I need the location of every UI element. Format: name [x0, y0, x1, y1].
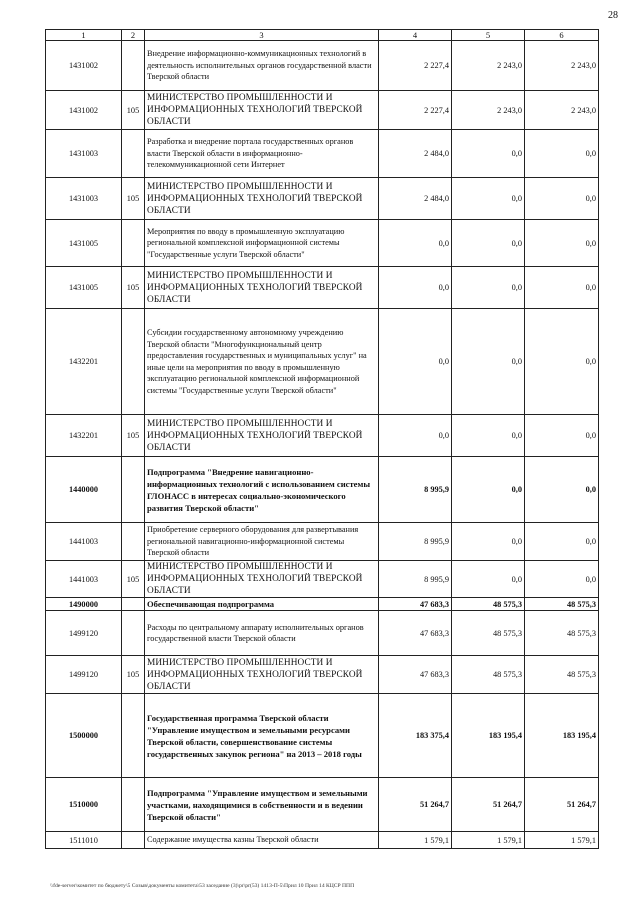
- cell-amount-col4: 47 683,3: [379, 611, 452, 656]
- cell-kvr: [122, 832, 145, 849]
- cell-amount-col6: 48 575,3: [525, 611, 599, 656]
- cell-amount-col4: 2 227,4: [379, 91, 452, 130]
- table-row: [46, 415, 599, 457]
- cell-amount-col4: 2 227,4: [379, 41, 452, 91]
- cell-amount-col6: 0,0: [525, 309, 599, 415]
- cell-kvr: [122, 41, 145, 91]
- cell-target-code: 1490000: [46, 598, 122, 611]
- cell-amount-col4: 8 995,9: [379, 561, 452, 598]
- cell-amount-col6: 0,0: [525, 457, 599, 523]
- cell-kvr: [122, 694, 145, 778]
- cell-amount-col4: 8 995,9: [379, 457, 452, 523]
- cell-kvr: 105: [122, 561, 145, 598]
- cell-amount-col5: 0,0: [452, 130, 525, 178]
- cell-amount-col4: 0,0: [379, 220, 452, 267]
- cell-amount-col4: 2 484,0: [379, 178, 452, 220]
- cell-amount-col5: 0,0: [452, 309, 525, 415]
- cell-amount-col6: 0,0: [525, 561, 599, 598]
- cell-amount-col4: 8 995,9: [379, 523, 452, 561]
- cell-kvr: [122, 457, 145, 523]
- cell-name: Государственная программа Тверской области "Управление имуществом и земельными ресурсами Тверской области, совершенствование системы государственных закупок региона" на 2013 – 2018 годы: [145, 694, 379, 778]
- cell-amount-col6: 0,0: [525, 523, 599, 561]
- cell-amount-col4: 2 484,0: [379, 130, 452, 178]
- cell-kvr: [122, 220, 145, 267]
- cell-amount-col5: 51 264,7: [452, 778, 525, 832]
- cell-name: МИНИСТЕРСТВО ПРОМЫШЛЕННОСТИ И ИНФОРМАЦИОННЫХ ТЕХНОЛОГИЙ ТВЕРСКОЙ ОБЛАСТИ: [145, 561, 379, 598]
- cell-kvr: [122, 598, 145, 611]
- cell-name: Подпрограмма "Внедрение навигационно-информационных технологий с использованием системы ГЛОНАСС в интересах социально-экономического развития Тверской области": [145, 457, 379, 523]
- table-row: [46, 130, 599, 178]
- cell-name: Мероприятия по вводу в промышленную эксплуатацию региональной комплексной информационной системы "Государственные услуги Тверской области": [145, 220, 379, 267]
- table-row: [46, 267, 599, 309]
- cell-target-code: 1431003: [46, 178, 122, 220]
- table-row: [46, 832, 599, 849]
- cell-amount-col6: 183 195,4: [525, 694, 599, 778]
- header-col-1: 1: [46, 30, 122, 41]
- cell-target-code: 1499120: [46, 656, 122, 694]
- cell-name: Содержание имущества казны Тверской области: [145, 832, 379, 849]
- cell-amount-col5: 0,0: [452, 457, 525, 523]
- cell-name: МИНИСТЕРСТВО ПРОМЫШЛЕННОСТИ И ИНФОРМАЦИОННЫХ ТЕХНОЛОГИЙ ТВЕРСКОЙ ОБЛАСТИ: [145, 656, 379, 694]
- cell-name: МИНИСТЕРСТВО ПРОМЫШЛЕННОСТИ И ИНФОРМАЦИОННЫХ ТЕХНОЛОГИЙ ТВЕРСКОЙ ОБЛАСТИ: [145, 267, 379, 309]
- header-col-6: 6: [525, 30, 599, 41]
- cell-amount-col5: 0,0: [452, 220, 525, 267]
- cell-kvr: 105: [122, 91, 145, 130]
- table-row: [46, 598, 599, 611]
- cell-amount-col5: 0,0: [452, 415, 525, 457]
- budget-table: [45, 29, 599, 849]
- cell-amount-col6: 0,0: [525, 130, 599, 178]
- cell-amount-col5: 2 243,0: [452, 41, 525, 91]
- header-col-5: 5: [452, 30, 525, 41]
- cell-amount-col4: 0,0: [379, 415, 452, 457]
- cell-amount-col4: 47 683,3: [379, 598, 452, 611]
- cell-name: МИНИСТЕРСТВО ПРОМЫШЛЕННОСТИ И ИНФОРМАЦИОННЫХ ТЕХНОЛОГИЙ ТВЕРСКОЙ ОБЛАСТИ: [145, 415, 379, 457]
- cell-amount-col6: 0,0: [525, 178, 599, 220]
- cell-kvr: [122, 523, 145, 561]
- cell-name: Обеспечивающая подпрограмма: [145, 598, 379, 611]
- cell-amount-col4: 47 683,3: [379, 656, 452, 694]
- table-row: [46, 561, 599, 598]
- cell-amount-col5: 48 575,3: [452, 598, 525, 611]
- cell-amount-col5: 0,0: [452, 267, 525, 309]
- table-row: [46, 220, 599, 267]
- cell-kvr: [122, 309, 145, 415]
- table-row: [46, 178, 599, 220]
- cell-amount-col4: 1 579,1: [379, 832, 452, 849]
- cell-target-code: 1440000: [46, 457, 122, 523]
- cell-amount-col6: 2 243,0: [525, 41, 599, 91]
- table-row: [46, 457, 599, 523]
- page-number: 28: [608, 10, 618, 21]
- cell-kvr: 105: [122, 267, 145, 309]
- cell-amount-col4: 0,0: [379, 267, 452, 309]
- cell-name: Подпрограмма "Управление имуществом и земельными участками, находящимися в собственности и в ведении Тверской области": [145, 778, 379, 832]
- cell-target-code: 1431002: [46, 41, 122, 91]
- cell-name: Расходы по центральному аппарату исполнительных органов государственной власти Тверской области: [145, 611, 379, 656]
- cell-name: Приобретение серверного оборудования для развертывания региональной навигационно-информационной системы Тверской области: [145, 523, 379, 561]
- cell-target-code: 1431002: [46, 91, 122, 130]
- cell-target-code: 1431003: [46, 130, 122, 178]
- cell-kvr: [122, 611, 145, 656]
- cell-kvr: 105: [122, 656, 145, 694]
- cell-target-code: 1441003: [46, 561, 122, 598]
- cell-target-code: 1431005: [46, 267, 122, 309]
- cell-target-code: 1500000: [46, 694, 122, 778]
- cell-amount-col6: 2 243,0: [525, 91, 599, 130]
- table-header-row: [46, 30, 599, 41]
- cell-amount-col5: 183 195,4: [452, 694, 525, 778]
- table-row: [46, 523, 599, 561]
- cell-amount-col5: 48 575,3: [452, 656, 525, 694]
- table-row: [46, 309, 599, 415]
- cell-amount-col6: 51 264,7: [525, 778, 599, 832]
- table-body: [46, 41, 599, 849]
- cell-amount-col6: 0,0: [525, 220, 599, 267]
- cell-name: Разработка и внедрение портала государственных органов власти Тверской области в информационно-телекоммуникационной сети Интернет: [145, 130, 379, 178]
- cell-amount-col6: 0,0: [525, 267, 599, 309]
- cell-amount-col6: 48 575,3: [525, 598, 599, 611]
- cell-target-code: 1510000: [46, 778, 122, 832]
- table-row: [46, 41, 599, 91]
- table-row: [46, 694, 599, 778]
- cell-target-code: 1431005: [46, 220, 122, 267]
- cell-kvr: [122, 130, 145, 178]
- cell-target-code: 1499120: [46, 611, 122, 656]
- cell-target-code: 1432201: [46, 415, 122, 457]
- header-col-2: 2: [122, 30, 145, 41]
- cell-amount-col5: 1 579,1: [452, 832, 525, 849]
- file-path-footer: \\fde-server\комитет по бюджету\5 Созыв\документы комитета\53 заседание (3)\pr\pr(53) 1413-П-5\Прил 10 Прил 14 КЦСР ППП: [50, 883, 355, 889]
- table-row: [46, 656, 599, 694]
- cell-kvr: 105: [122, 415, 145, 457]
- cell-amount-col5: 0,0: [452, 523, 525, 561]
- cell-amount-col6: 0,0: [525, 415, 599, 457]
- cell-name: Субсидии государственному автономному учреждению Тверской области "Многофункциональный центр предоставления государственных и муниципальных услуг" на иные цели на мероприятия по вводу в промышленную эксплуатацию региональной комплексной информационной системы "Государственные услуги Тверской области": [145, 309, 379, 415]
- cell-amount-col4: 0,0: [379, 309, 452, 415]
- table-row: [46, 611, 599, 656]
- cell-name: МИНИСТЕРСТВО ПРОМЫШЛЕННОСТИ И ИНФОРМАЦИОННЫХ ТЕХНОЛОГИЙ ТВЕРСКОЙ ОБЛАСТИ: [145, 178, 379, 220]
- cell-name: МИНИСТЕРСТВО ПРОМЫШЛЕННОСТИ И ИНФОРМАЦИОННЫХ ТЕХНОЛОГИЙ ТВЕРСКОЙ ОБЛАСТИ: [145, 91, 379, 130]
- cell-amount-col5: 0,0: [452, 561, 525, 598]
- cell-amount-col4: 51 264,7: [379, 778, 452, 832]
- cell-amount-col4: 183 375,4: [379, 694, 452, 778]
- cell-amount-col5: 48 575,3: [452, 611, 525, 656]
- cell-target-code: 1511010: [46, 832, 122, 849]
- header-col-4: 4: [379, 30, 452, 41]
- cell-target-code: 1441003: [46, 523, 122, 561]
- cell-kvr: 105: [122, 178, 145, 220]
- cell-kvr: [122, 778, 145, 832]
- cell-name: Внедрение информационно-коммуникационных технологий в деятельность исполнительных органов государственной власти Тверской области: [145, 41, 379, 91]
- cell-amount-col6: 48 575,3: [525, 656, 599, 694]
- table-row: [46, 91, 599, 130]
- cell-amount-col5: 2 243,0: [452, 91, 525, 130]
- cell-target-code: 1432201: [46, 309, 122, 415]
- cell-amount-col5: 0,0: [452, 178, 525, 220]
- header-col-3: 3: [145, 30, 379, 41]
- cell-amount-col6: 1 579,1: [525, 832, 599, 849]
- table-row: [46, 778, 599, 832]
